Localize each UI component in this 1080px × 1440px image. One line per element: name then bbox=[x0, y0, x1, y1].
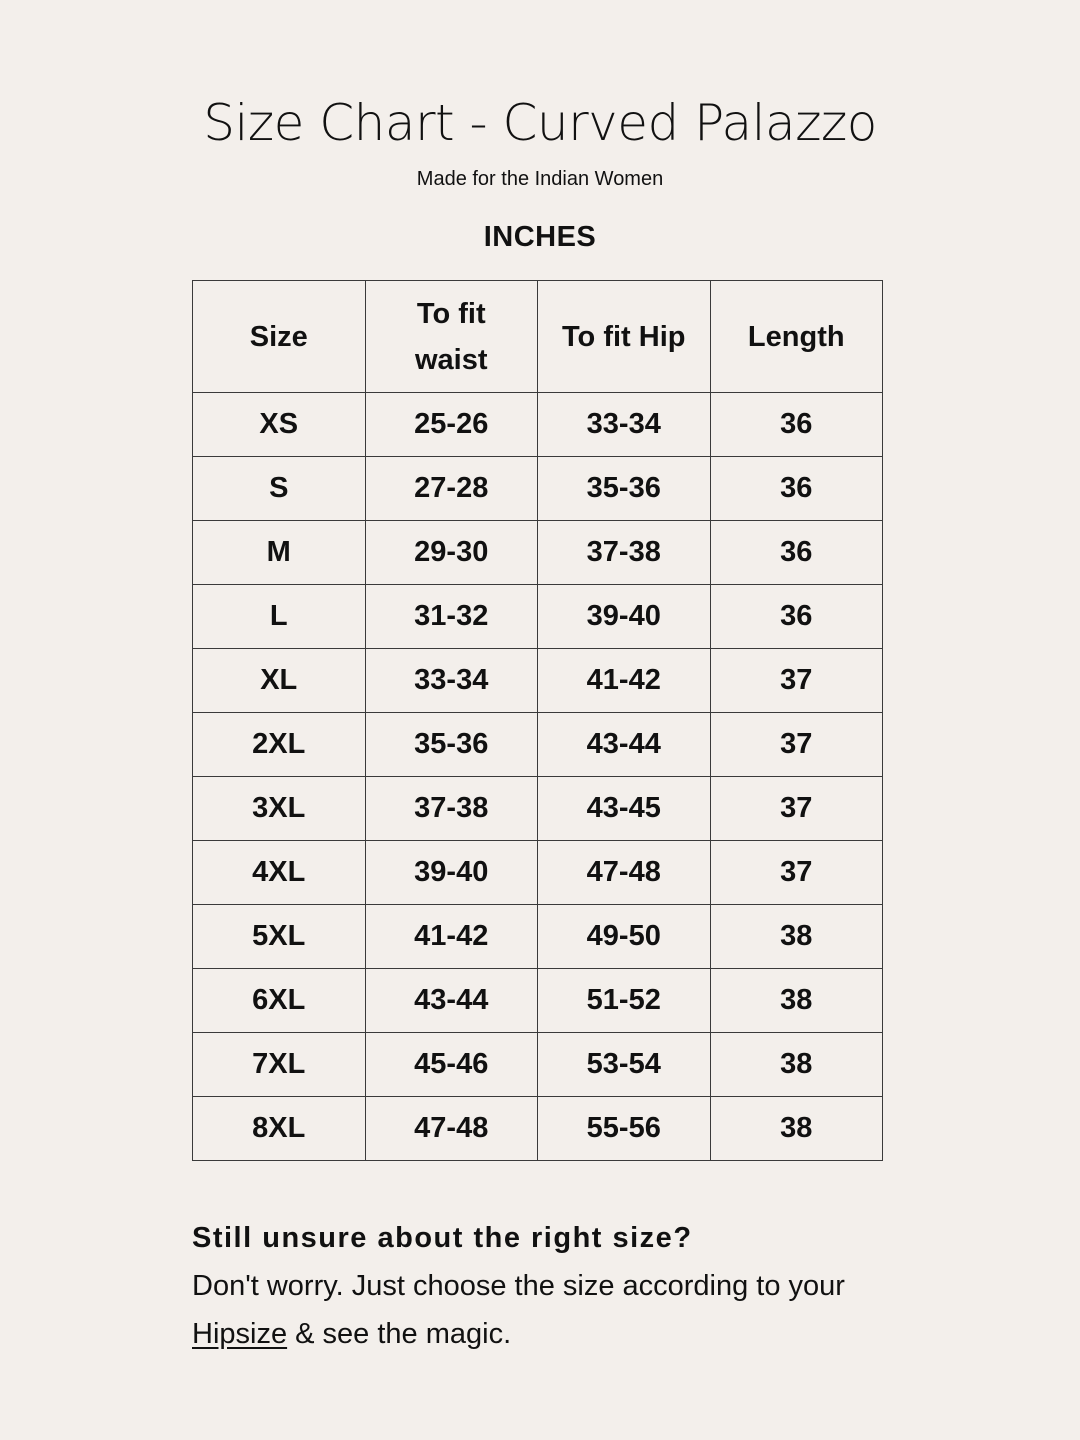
cell-length: 38 bbox=[710, 905, 883, 969]
note-body bbox=[192, 1262, 912, 1358]
table-row bbox=[193, 649, 883, 713]
cell-size: S bbox=[193, 457, 366, 521]
table-row bbox=[193, 1097, 883, 1161]
cell-length: 37 bbox=[710, 841, 883, 905]
cell-hip: 43-45 bbox=[538, 777, 711, 841]
cell-waist: 45-46 bbox=[365, 1033, 538, 1097]
cell-waist: 43-44 bbox=[365, 969, 538, 1033]
note-body-text: Don't worry. Just choose the size according to your bbox=[192, 1270, 845, 1302]
cell-size: XL bbox=[193, 649, 366, 713]
cell-waist: 35-36 bbox=[365, 713, 538, 777]
size-help-note bbox=[192, 1218, 912, 1358]
table-row bbox=[193, 713, 883, 777]
cell-size: 2XL bbox=[193, 713, 366, 777]
cell-waist: 47-48 bbox=[365, 1097, 538, 1161]
cell-length: 38 bbox=[710, 1033, 883, 1097]
cell-hip: 49-50 bbox=[538, 905, 711, 969]
cell-size: 8XL bbox=[193, 1097, 366, 1161]
cell-length: 37 bbox=[710, 713, 883, 777]
cell-size: 5XL bbox=[193, 905, 366, 969]
cell-waist: 27-28 bbox=[365, 457, 538, 521]
cell-waist: 29-30 bbox=[365, 521, 538, 585]
hipsize-link[interactable]: Hipsize bbox=[192, 1318, 288, 1350]
cell-waist: 41-42 bbox=[365, 905, 538, 969]
table-row bbox=[193, 841, 883, 905]
cell-size: 3XL bbox=[193, 777, 366, 841]
table-row bbox=[193, 585, 883, 649]
cell-length: 36 bbox=[710, 393, 883, 457]
cell-waist: 33-34 bbox=[365, 649, 538, 713]
cell-hip: 37-38 bbox=[538, 521, 711, 585]
cell-size: 6XL bbox=[193, 969, 366, 1033]
table-row bbox=[193, 777, 883, 841]
cell-hip: 41-42 bbox=[538, 649, 711, 713]
page-subtitle: Made for the Indian Women bbox=[416, 168, 664, 190]
cell-length: 37 bbox=[710, 777, 883, 841]
cell-hip: 35-36 bbox=[538, 457, 711, 521]
cell-size: L bbox=[193, 585, 366, 649]
cell-length: 38 bbox=[710, 969, 883, 1033]
column-header-length: Length bbox=[710, 281, 883, 393]
cell-size: 4XL bbox=[193, 841, 366, 905]
cell-length: 36 bbox=[710, 457, 883, 521]
cell-hip: 47-48 bbox=[538, 841, 711, 905]
cell-length: 36 bbox=[710, 585, 883, 649]
cell-waist: 31-32 bbox=[365, 585, 538, 649]
cell-waist: 39-40 bbox=[365, 841, 538, 905]
cell-hip: 33-34 bbox=[538, 393, 711, 457]
cell-size: M bbox=[193, 521, 366, 585]
table-row bbox=[193, 457, 883, 521]
note-heading: Still unsure about the right size? bbox=[192, 1222, 693, 1254]
cell-waist: 37-38 bbox=[365, 777, 538, 841]
column-header-size: Size bbox=[193, 281, 366, 393]
cell-hip: 51-52 bbox=[538, 969, 711, 1033]
table-row bbox=[193, 905, 883, 969]
table-row bbox=[193, 521, 883, 585]
table-row bbox=[193, 1033, 883, 1097]
cell-hip: 55-56 bbox=[538, 1097, 711, 1161]
column-header-waist bbox=[365, 281, 538, 393]
cell-hip: 43-44 bbox=[538, 713, 711, 777]
table-body bbox=[193, 393, 883, 1161]
page-title: Size Chart - Curved Palazzo bbox=[203, 94, 877, 152]
cell-hip: 53-54 bbox=[538, 1033, 711, 1097]
table-header-row bbox=[193, 281, 883, 393]
size-chart-table bbox=[192, 280, 883, 1161]
unit-label: INCHES bbox=[483, 221, 597, 253]
cell-size: XS bbox=[193, 393, 366, 457]
column-header-waist-label: To fit waist bbox=[414, 297, 488, 376]
cell-waist: 25-26 bbox=[365, 393, 538, 457]
cell-size: 7XL bbox=[193, 1033, 366, 1097]
note-body-ending: & see the magic. bbox=[287, 1318, 512, 1350]
cell-length: 37 bbox=[710, 649, 883, 713]
table-row bbox=[193, 393, 883, 457]
cell-length: 38 bbox=[710, 1097, 883, 1161]
cell-length: 36 bbox=[710, 521, 883, 585]
column-header-hip: To fit Hip bbox=[538, 281, 711, 393]
cell-hip: 39-40 bbox=[538, 585, 711, 649]
table-row bbox=[193, 969, 883, 1033]
